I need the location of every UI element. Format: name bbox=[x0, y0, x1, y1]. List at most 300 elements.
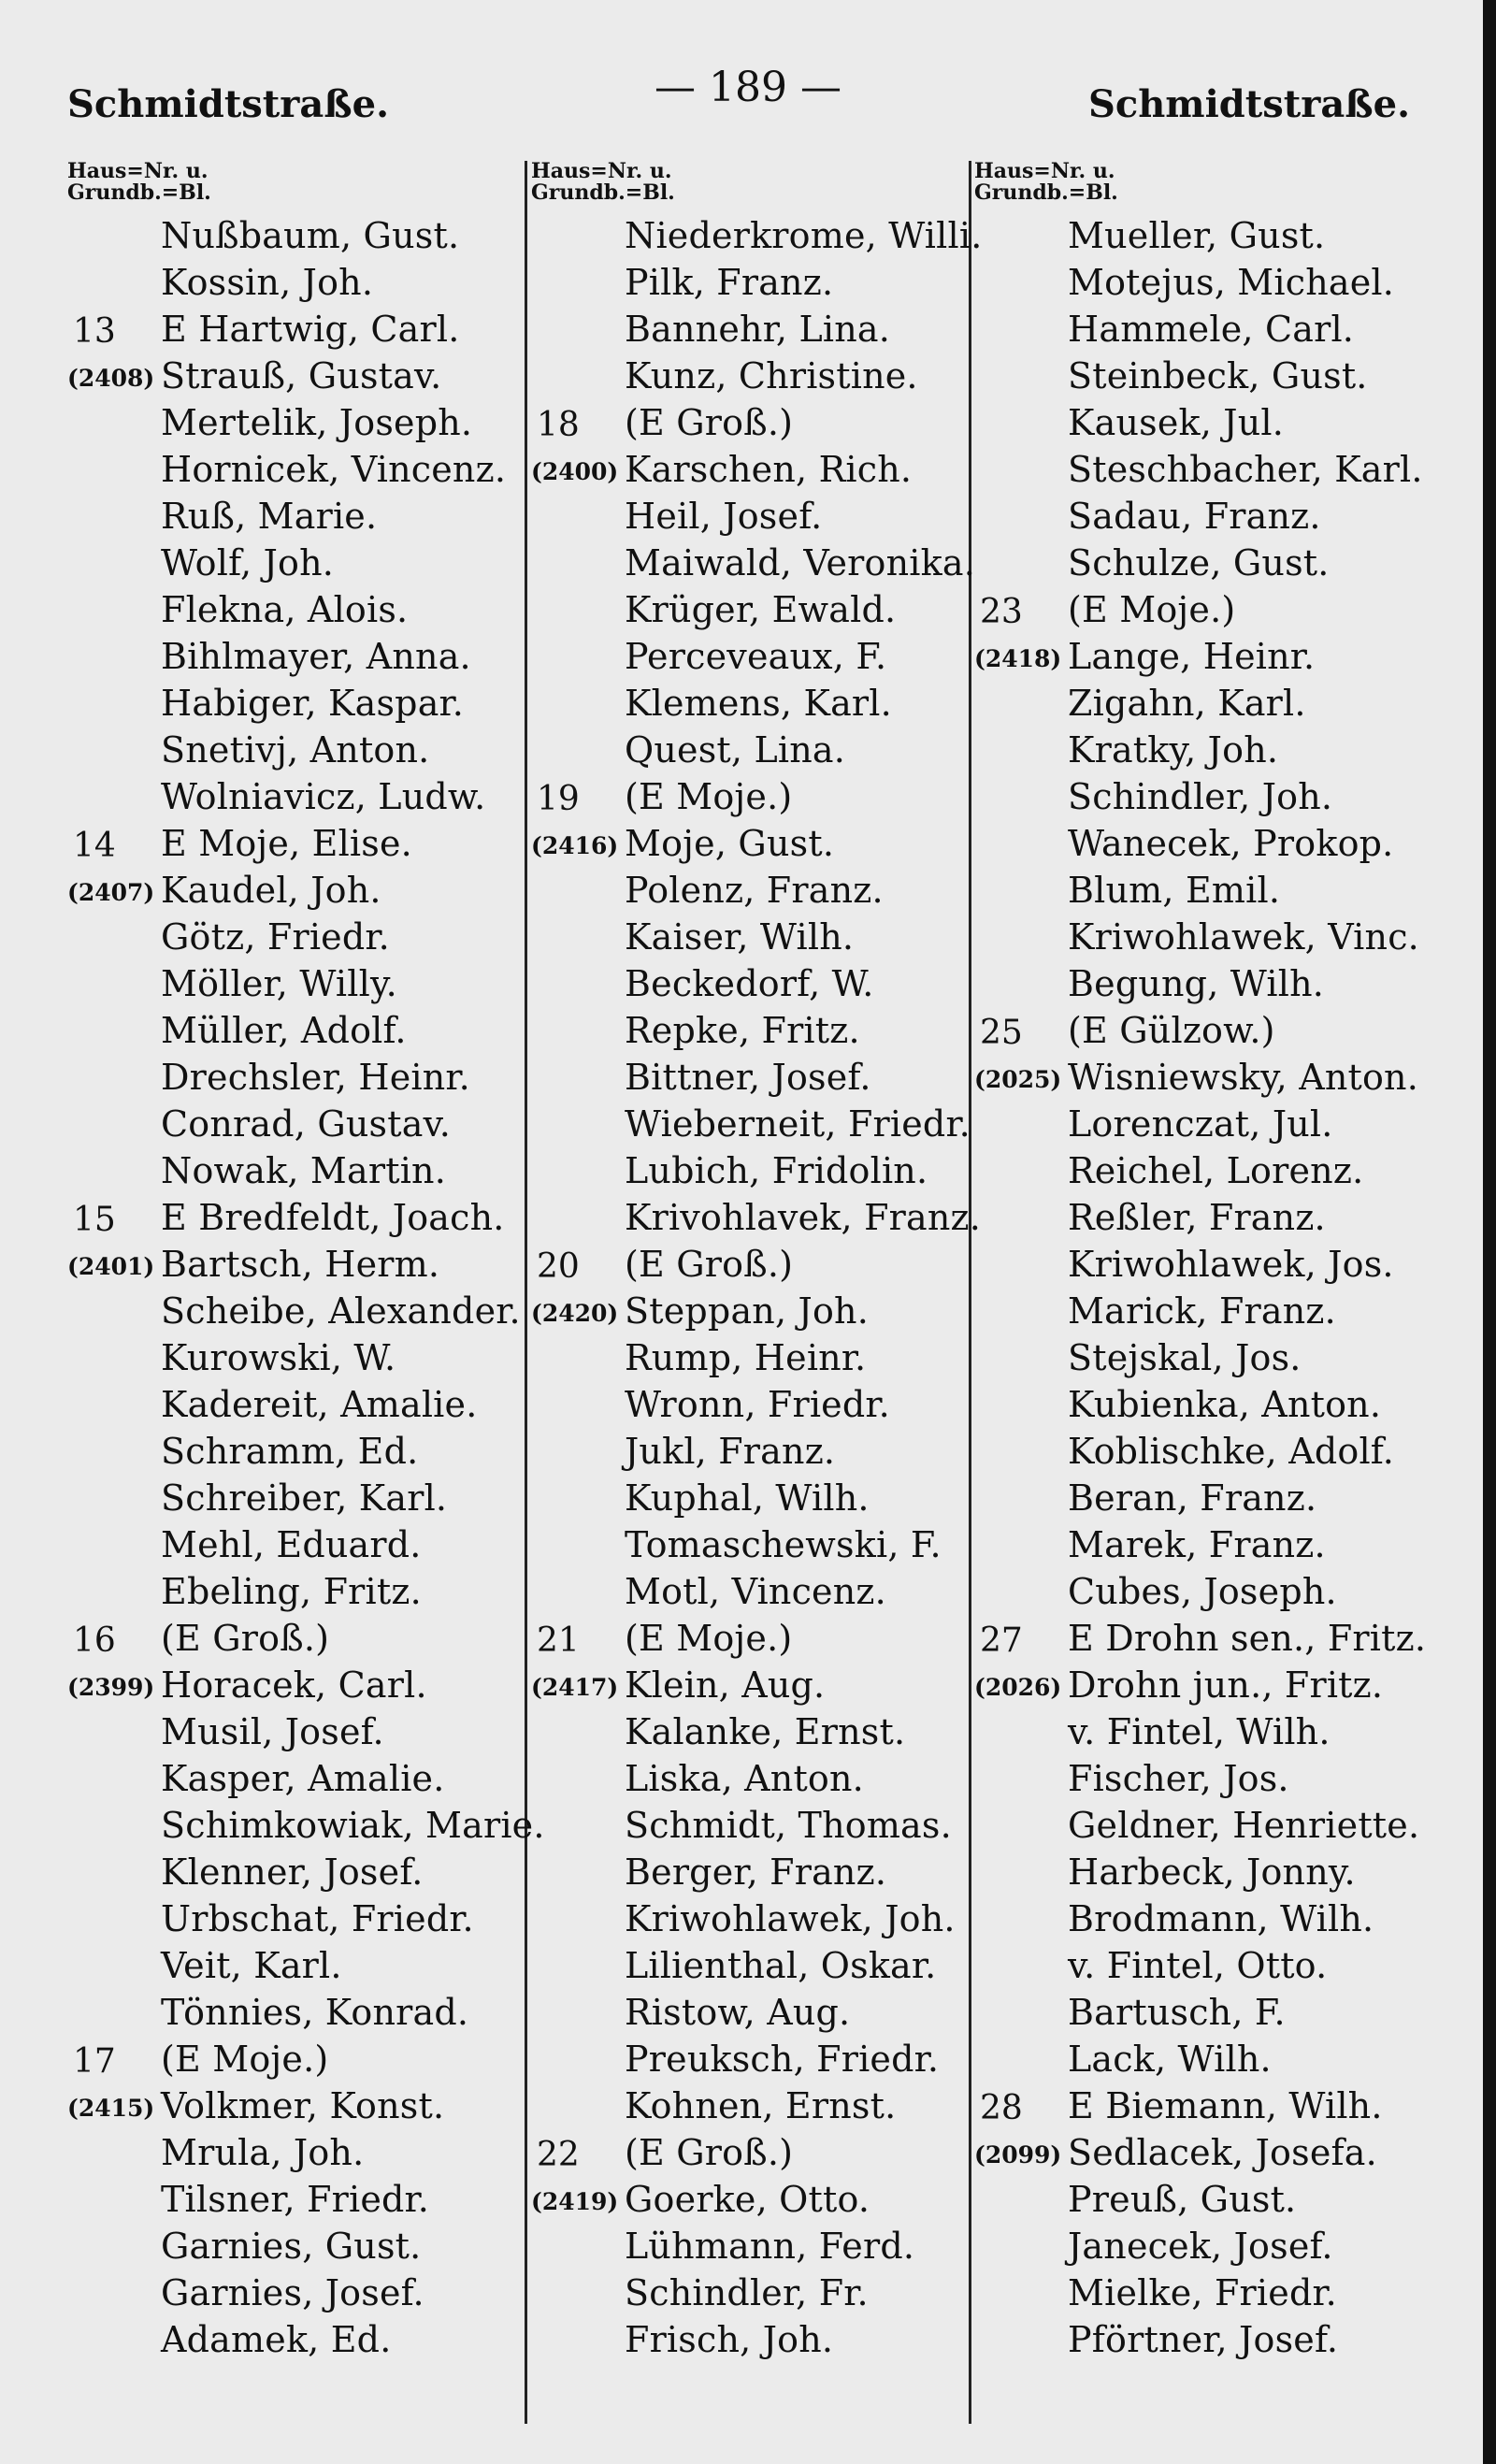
resident-name: Habiger, Kaspar. bbox=[161, 683, 465, 724]
resident-name: Kasper, Amalie. bbox=[161, 1758, 445, 1799]
directory-entry bbox=[974, 1429, 1442, 1476]
resident-name: Lange, Heinr. bbox=[1068, 636, 1316, 677]
resident-name: Drechsler, Heinr. bbox=[161, 1057, 470, 1098]
resident-name: Fischer, Jos. bbox=[1068, 1758, 1289, 1799]
resident-name: (E Gülzow.) bbox=[1068, 1010, 1275, 1051]
directory-entry bbox=[974, 307, 1442, 353]
house-number: 17 bbox=[73, 2042, 116, 2081]
resident-name: Kossin, Joh. bbox=[161, 262, 374, 303]
resident-name: Cubes, Joseph. bbox=[1068, 1571, 1337, 1612]
directory-entry bbox=[67, 1008, 535, 1055]
resident-name: Bartusch, F. bbox=[1068, 1992, 1286, 2033]
resident-name: Lühmann, Ferd. bbox=[625, 2226, 915, 2267]
resident-name: Kaudel, Joh. bbox=[161, 870, 381, 911]
resident-name: Musil, Josef. bbox=[161, 1711, 384, 1752]
resident-name: Mehl, Eduard. bbox=[161, 1524, 422, 1565]
resident-name: Reßler, Franz. bbox=[1068, 1197, 1326, 1238]
directory-entry bbox=[974, 1148, 1442, 1195]
resident-name: E Bredfeldt, Joach. bbox=[161, 1197, 505, 1238]
directory-column-1 bbox=[67, 159, 545, 2364]
resident-name: Götz, Friedr. bbox=[161, 916, 390, 958]
directory-entry bbox=[974, 494, 1442, 540]
directory-entry bbox=[531, 400, 999, 447]
resident-name: Lack, Wilh. bbox=[1068, 2039, 1272, 2080]
land-register-number: (2419) bbox=[531, 2188, 619, 2215]
directory-entry bbox=[531, 634, 999, 681]
directory-entry bbox=[531, 774, 999, 821]
directory-entry bbox=[974, 2037, 1442, 2083]
directory-entry bbox=[531, 1289, 999, 1335]
directory-entry bbox=[67, 1803, 545, 1850]
directory-entry bbox=[67, 1102, 535, 1148]
resident-name: Harbeck, Jonny. bbox=[1068, 1852, 1356, 1893]
resident-name: Schulze, Gust. bbox=[1068, 542, 1330, 584]
resident-name: Kurowski, W. bbox=[161, 1337, 396, 1378]
resident-name: Klenner, Josef. bbox=[161, 1852, 424, 1893]
directory-entry bbox=[67, 1242, 535, 1289]
resident-name: Lilienthal, Oskar. bbox=[625, 1945, 937, 1986]
directory-entry bbox=[67, 2270, 535, 2317]
directory-entry bbox=[974, 1616, 1442, 1663]
directory-entry bbox=[67, 1943, 535, 1990]
directory-entry bbox=[974, 1102, 1442, 1148]
resident-name: Koblischke, Adolf. bbox=[1068, 1431, 1394, 1472]
house-number: 16 bbox=[73, 1621, 116, 1660]
directory-entry bbox=[67, 540, 535, 587]
directory-entry bbox=[67, 1756, 535, 1803]
directory-entry bbox=[974, 1008, 1442, 1055]
land-register-number: (2408) bbox=[67, 365, 155, 392]
directory-entry bbox=[974, 260, 1442, 307]
directory-entry bbox=[974, 447, 1442, 494]
directory-entry bbox=[974, 2083, 1442, 2130]
resident-name: Repke, Fritz. bbox=[625, 1010, 860, 1051]
page-edge bbox=[1483, 0, 1496, 2464]
resident-name: Beckedorf, W. bbox=[625, 963, 874, 1004]
resident-name: Perceveaux, F. bbox=[625, 636, 887, 677]
directory-entry bbox=[67, 2317, 535, 2364]
resident-name: Tönnies, Konrad. bbox=[161, 1992, 469, 2033]
directory-entry bbox=[67, 260, 535, 307]
directory-entry bbox=[531, 868, 999, 915]
resident-name: Flekna, Alois. bbox=[161, 589, 409, 630]
resident-name: Garnies, Gust. bbox=[161, 2226, 422, 2267]
resident-name: Wisniewsky, Anton. bbox=[1068, 1057, 1419, 1098]
resident-name: Müller, Adolf. bbox=[161, 1010, 407, 1051]
resident-name: Kuphal, Wilh. bbox=[625, 1477, 870, 1519]
resident-name: Steppan, Joh. bbox=[625, 1290, 869, 1332]
directory-entry bbox=[67, 1896, 535, 1943]
directory-entry bbox=[67, 1429, 535, 1476]
resident-name: (E Groß.) bbox=[161, 1618, 330, 1659]
directory-entry bbox=[67, 2083, 535, 2130]
resident-name: (E Groß.) bbox=[625, 402, 794, 443]
house-number: 19 bbox=[537, 780, 580, 818]
resident-name: Kadereit, Amalie. bbox=[161, 1384, 478, 1425]
resident-name: Snetivj, Anton. bbox=[161, 729, 430, 771]
directory-entry bbox=[974, 1476, 1442, 1522]
column-caption: Haus=Nr. u. bbox=[67, 159, 209, 183]
directory-entry bbox=[974, 213, 1442, 260]
resident-name: Lubich, Fridolin. bbox=[625, 1150, 928, 1191]
resident-name: Kriwohlawek, Vinc. bbox=[1068, 916, 1419, 958]
directory-entry bbox=[974, 1289, 1442, 1335]
resident-name: Kriwohlawek, Joh. bbox=[625, 1898, 956, 1939]
resident-name: Motejus, Michael. bbox=[1068, 262, 1395, 303]
resident-name: (E Groß.) bbox=[625, 1244, 794, 1285]
resident-name: Nowak, Martin. bbox=[161, 1150, 447, 1191]
directory-entry bbox=[974, 961, 1442, 1008]
directory-entry bbox=[531, 1476, 999, 1522]
resident-name: v. Fintel, Wilh. bbox=[1068, 1711, 1331, 1752]
resident-name: Krivohlavek, Franz. bbox=[625, 1197, 982, 1238]
directory-entry bbox=[531, 260, 999, 307]
resident-name: Karschen, Rich. bbox=[625, 449, 913, 490]
resident-name: Lorenczat, Jul. bbox=[1068, 1103, 1333, 1145]
land-register-number: (2399) bbox=[67, 1674, 155, 1701]
column-caption: Haus=Nr. u. bbox=[531, 159, 672, 183]
resident-name: Hammele, Carl. bbox=[1068, 309, 1355, 350]
resident-name: Schmidt, Thomas. bbox=[625, 1805, 952, 1846]
directory-entry bbox=[974, 1569, 1442, 1616]
directory-entry bbox=[531, 1055, 999, 1102]
directory-entry bbox=[67, 213, 535, 260]
resident-name: Bihlmayer, Anna. bbox=[161, 636, 471, 677]
resident-name: Conrad, Gustav. bbox=[161, 1103, 452, 1145]
resident-name: Goerke, Otto. bbox=[625, 2179, 870, 2220]
resident-name: Sedlacek, Josefa. bbox=[1068, 2132, 1377, 2173]
resident-name: Klein, Aug. bbox=[625, 1664, 826, 1706]
directory-entry bbox=[974, 1382, 1442, 1429]
land-register-number: (2407) bbox=[67, 879, 155, 906]
directory-entry bbox=[67, 1335, 535, 1382]
directory-entry bbox=[531, 2130, 999, 2177]
directory-entry bbox=[67, 1148, 535, 1195]
directory-entry bbox=[531, 1195, 999, 1242]
directory-entry bbox=[67, 1709, 535, 1756]
land-register-number: (2416) bbox=[531, 832, 619, 859]
resident-name: Strauß, Gustav. bbox=[161, 355, 442, 396]
resident-name: Beran, Franz. bbox=[1068, 1477, 1317, 1519]
resident-name: Horacek, Carl. bbox=[161, 1664, 427, 1706]
resident-name: Bittner, Josef. bbox=[625, 1057, 871, 1098]
directory-entry bbox=[974, 1943, 1442, 1990]
directory-entry bbox=[531, 2177, 999, 2224]
resident-name: (E Moje.) bbox=[161, 2039, 329, 2080]
directory-entry bbox=[974, 1335, 1442, 1382]
directory-entry bbox=[974, 728, 1442, 774]
directory-entry bbox=[974, 2177, 1442, 2224]
resident-name: Tilsner, Friedr. bbox=[161, 2179, 430, 2220]
resident-name: Tomaschewski, F. bbox=[625, 1524, 942, 1565]
house-number: 23 bbox=[980, 593, 1023, 631]
resident-name: Garnies, Josef. bbox=[161, 2272, 424, 2313]
resident-name: Marek, Franz. bbox=[1068, 1524, 1326, 1565]
resident-name: Mielke, Friedr. bbox=[1068, 2272, 1337, 2313]
directory-entry bbox=[531, 1803, 999, 1850]
resident-name: Heil, Josef. bbox=[625, 496, 823, 537]
resident-name: Adamek, Ed. bbox=[161, 2319, 392, 2360]
resident-name: Wanecek, Prokop. bbox=[1068, 823, 1394, 864]
directory-entry bbox=[531, 728, 999, 774]
directory-entry bbox=[531, 1382, 999, 1429]
directory-entry bbox=[531, 2083, 999, 2130]
resident-name: Kunz, Christine. bbox=[625, 355, 918, 396]
directory-entry bbox=[531, 1756, 999, 1803]
directory-entry bbox=[67, 2224, 535, 2270]
directory-entry bbox=[974, 868, 1442, 915]
directory-entry bbox=[67, 1569, 535, 1616]
resident-name: Kohnen, Ernst. bbox=[625, 2085, 897, 2126]
resident-name: Wieberneit, Friedr. bbox=[625, 1103, 971, 1145]
resident-name: Maiwald, Veronika. bbox=[625, 542, 976, 584]
directory-entry bbox=[531, 1850, 999, 1896]
resident-name: Schindler, Fr. bbox=[625, 2272, 869, 2313]
resident-name: Polenz, Franz. bbox=[625, 870, 884, 911]
resident-name: Urbschat, Friedr. bbox=[161, 1898, 474, 1939]
resident-name: Veit, Karl. bbox=[161, 1945, 342, 1986]
resident-name: Moje, Gust. bbox=[625, 823, 835, 864]
resident-name: (E Moje.) bbox=[625, 1618, 793, 1659]
column-caption: Grundb.=Bl. bbox=[531, 180, 675, 205]
directory-entry bbox=[974, 540, 1442, 587]
resident-name: Ristow, Aug. bbox=[625, 1992, 851, 2033]
resident-name: Kalanke, Ernst. bbox=[625, 1711, 906, 1752]
resident-name: Reichel, Lorenz. bbox=[1068, 1150, 1364, 1191]
running-header-right: Schmidtstraße. bbox=[1087, 82, 1410, 126]
directory-entry bbox=[67, 1476, 535, 1522]
directory-entry bbox=[67, 2037, 535, 2083]
resident-name: Kaiser, Wilh. bbox=[625, 916, 855, 958]
directory-entry bbox=[531, 447, 999, 494]
directory-entry bbox=[974, 1756, 1442, 1803]
directory-entry bbox=[67, 774, 535, 821]
resident-name: Steschbacher, Karl. bbox=[1068, 449, 1423, 490]
directory-entry bbox=[531, 540, 999, 587]
directory-entry bbox=[974, 2130, 1442, 2177]
directory-entry bbox=[974, 2224, 1442, 2270]
running-header-left: Schmidtstraße. bbox=[67, 82, 390, 126]
directory-entry bbox=[67, 1055, 535, 1102]
resident-name: E Moje, Elise. bbox=[161, 823, 412, 864]
land-register-number: (2400) bbox=[531, 458, 619, 485]
land-register-number: (2418) bbox=[974, 645, 1062, 672]
directory-entry bbox=[974, 1709, 1442, 1756]
resident-name: Möller, Willy. bbox=[161, 963, 397, 1004]
resident-name: Volkmer, Konst. bbox=[161, 2085, 445, 2126]
column-caption: Haus=Nr. u. bbox=[974, 159, 1115, 183]
directory-entry bbox=[531, 1663, 999, 1709]
directory-entry bbox=[67, 1382, 535, 1429]
resident-name: Preuß, Gust. bbox=[1068, 2179, 1297, 2220]
house-number: 28 bbox=[980, 2089, 1023, 2127]
directory-entry bbox=[531, 1709, 999, 1756]
directory-entry bbox=[531, 821, 999, 868]
directory-entry bbox=[67, 728, 535, 774]
resident-name: Steinbeck, Gust. bbox=[1068, 355, 1368, 396]
land-register-number: (2415) bbox=[67, 2095, 155, 2122]
directory-entry bbox=[974, 2317, 1442, 2364]
resident-name: Motl, Vincenz. bbox=[625, 1571, 886, 1612]
directory-entry bbox=[531, 1896, 999, 1943]
resident-name: (E Groß.) bbox=[625, 2132, 794, 2173]
land-register-number: (2417) bbox=[531, 1674, 619, 1701]
resident-name: Drohn jun., Fritz. bbox=[1068, 1664, 1384, 1706]
directory-entry bbox=[974, 1055, 1442, 1102]
resident-name: Stejskal, Jos. bbox=[1068, 1337, 1302, 1378]
house-number: 14 bbox=[73, 827, 116, 865]
land-register-number: (2026) bbox=[974, 1674, 1062, 1701]
directory-entry bbox=[67, 821, 535, 868]
resident-name: Blum, Emil. bbox=[1068, 870, 1281, 911]
resident-name: Niederkrome, Willi. bbox=[625, 215, 983, 256]
resident-name: Rump, Heinr. bbox=[625, 1337, 867, 1378]
resident-name: Begung, Wilh. bbox=[1068, 963, 1325, 1004]
directory-entry bbox=[974, 1850, 1442, 1896]
resident-name: Pförtner, Josef. bbox=[1068, 2319, 1339, 2360]
house-number: 22 bbox=[537, 2136, 580, 2174]
directory-entry bbox=[974, 1522, 1442, 1569]
directory-entry bbox=[531, 961, 999, 1008]
directory-entry bbox=[974, 821, 1442, 868]
directory-entry bbox=[531, 1990, 999, 2037]
house-number: 18 bbox=[537, 406, 580, 444]
directory-entry bbox=[67, 1616, 535, 1663]
resident-name: Hornicek, Vincenz. bbox=[161, 449, 507, 490]
directory-entry bbox=[531, 2224, 999, 2270]
resident-name: Preuksch, Friedr. bbox=[625, 2039, 940, 2080]
house-number: 21 bbox=[537, 1621, 580, 1660]
directory-entry bbox=[974, 587, 1442, 634]
resident-name: Pilk, Franz. bbox=[625, 262, 834, 303]
land-register-number: (2420) bbox=[531, 1300, 619, 1327]
directory-entry bbox=[67, 447, 535, 494]
directory-entry bbox=[531, 681, 999, 728]
resident-name: Sadau, Franz. bbox=[1068, 496, 1321, 537]
directory-entry bbox=[531, 1008, 999, 1055]
directory-entry bbox=[531, 1429, 999, 1476]
directory-entry bbox=[974, 634, 1442, 681]
resident-name: Frisch, Joh. bbox=[625, 2319, 834, 2360]
resident-name: Mrula, Joh. bbox=[161, 2132, 365, 2173]
resident-name: Berger, Franz. bbox=[625, 1852, 887, 1893]
resident-name: Brodmann, Wilh. bbox=[1068, 1898, 1374, 1939]
directory-entry bbox=[67, 353, 535, 400]
resident-name: Mertelik, Joseph. bbox=[161, 402, 473, 443]
directory-entry bbox=[974, 400, 1442, 447]
resident-name: Bartsch, Herm. bbox=[161, 1244, 440, 1285]
directory-entry bbox=[531, 915, 999, 961]
resident-name: Nußbaum, Gust. bbox=[161, 215, 460, 256]
directory-entry bbox=[974, 915, 1442, 961]
page-number: — 189 — bbox=[654, 64, 842, 111]
directory-entry bbox=[531, 353, 999, 400]
directory-entry bbox=[67, 915, 535, 961]
directory-entry bbox=[67, 2177, 535, 2224]
resident-name: Kriwohlawek, Jos. bbox=[1068, 1244, 1394, 1285]
column-caption: Grundb.=Bl. bbox=[67, 180, 211, 205]
land-register-number: (2025) bbox=[974, 1066, 1062, 1093]
resident-name: Krüger, Ewald. bbox=[625, 589, 897, 630]
directory-entry bbox=[67, 494, 535, 540]
resident-name: Kubienka, Anton. bbox=[1068, 1384, 1382, 1425]
land-register-number: (2099) bbox=[974, 2141, 1062, 2169]
house-number: 20 bbox=[537, 1247, 580, 1286]
directory-entry bbox=[67, 1289, 535, 1335]
resident-name: Geldner, Henriette. bbox=[1068, 1805, 1420, 1846]
directory-entry bbox=[531, 1335, 999, 1382]
resident-name: (E Moje.) bbox=[1068, 589, 1236, 630]
directory-entry bbox=[67, 1990, 535, 2037]
resident-name: Jukl, Franz. bbox=[625, 1431, 836, 1472]
directory-entry bbox=[67, 587, 535, 634]
resident-name: Schramm, Ed. bbox=[161, 1431, 419, 1472]
directory-entry bbox=[67, 400, 535, 447]
directory-entry bbox=[531, 213, 999, 260]
house-number: 15 bbox=[73, 1201, 116, 1239]
directory-entry bbox=[67, 634, 535, 681]
resident-name: Wolf, Joh. bbox=[161, 542, 335, 584]
directory-entry bbox=[531, 1522, 999, 1569]
directory-entry bbox=[531, 1148, 999, 1195]
resident-name: Ebeling, Fritz. bbox=[161, 1571, 422, 1612]
directory-entry bbox=[67, 307, 535, 353]
resident-name: Wronn, Friedr. bbox=[625, 1384, 890, 1425]
directory-column-2 bbox=[531, 161, 999, 2364]
directory-entry bbox=[974, 1896, 1442, 1943]
directory-entry bbox=[67, 2130, 535, 2177]
directory-column-3 bbox=[974, 161, 1442, 2364]
house-number: 27 bbox=[980, 1621, 1023, 1660]
column-caption: Grundb.=Bl. bbox=[974, 180, 1118, 205]
directory-entry bbox=[531, 587, 999, 634]
resident-name: Bannehr, Lina. bbox=[625, 309, 891, 350]
directory-entry bbox=[974, 774, 1442, 821]
resident-name: E Biemann, Wilh. bbox=[1068, 2085, 1383, 2126]
land-register-number: (2401) bbox=[67, 1253, 155, 1280]
directory-entry bbox=[974, 1195, 1442, 1242]
directory-entry bbox=[974, 681, 1442, 728]
resident-name: Zigahn, Karl. bbox=[1068, 683, 1306, 724]
house-number: 25 bbox=[980, 1014, 1023, 1052]
directory-entry bbox=[531, 307, 999, 353]
directory-entry bbox=[531, 1616, 999, 1663]
directory-entry bbox=[974, 1990, 1442, 2037]
resident-name: E Hartwig, Carl. bbox=[161, 309, 460, 350]
directory-entry bbox=[67, 1850, 535, 1896]
directory-entry bbox=[531, 2270, 999, 2317]
directory-entry bbox=[67, 868, 535, 915]
resident-name: Liska, Anton. bbox=[625, 1758, 864, 1799]
resident-name: Schimkowiak, Marie. bbox=[161, 1805, 545, 1846]
resident-name: Scheibe, Alexander. bbox=[161, 1290, 521, 1332]
directory-entry bbox=[531, 1569, 999, 1616]
house-number: 13 bbox=[73, 312, 116, 351]
resident-name: Janecek, Josef. bbox=[1068, 2226, 1333, 2267]
resident-name: Marick, Franz. bbox=[1068, 1290, 1336, 1332]
directory-entry bbox=[974, 2270, 1442, 2317]
resident-name: (E Moje.) bbox=[625, 776, 793, 817]
directory-entry bbox=[974, 1803, 1442, 1850]
directory-entry bbox=[531, 1943, 999, 1990]
resident-name: E Drohn sen., Fritz. bbox=[1068, 1618, 1427, 1659]
directory-entry bbox=[67, 681, 535, 728]
resident-name: Mueller, Gust. bbox=[1068, 215, 1326, 256]
directory-entry bbox=[974, 353, 1442, 400]
resident-name: Kausek, Jul. bbox=[1068, 402, 1285, 443]
directory-entry bbox=[67, 1522, 535, 1569]
directory-entry bbox=[974, 1242, 1442, 1289]
